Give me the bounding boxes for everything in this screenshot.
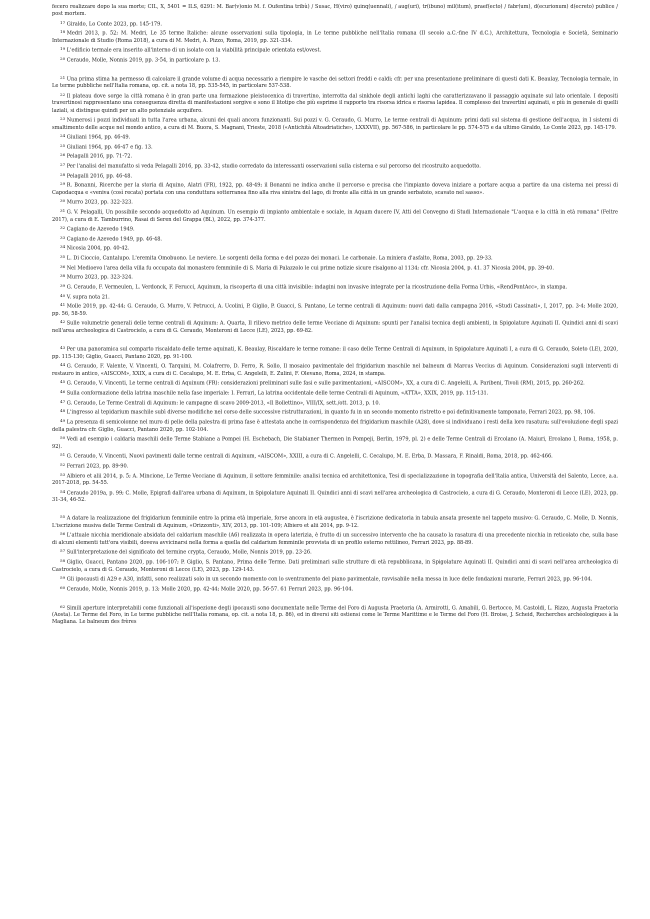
footnote-number: 23 (60, 115, 66, 121)
footnote-text: Ferrari 2023, pp. 89-90. (66, 463, 129, 470)
footnote (52, 301, 618, 318)
footnote-text: Giuliani 1964, pp. 46-47 e fig. 13. (66, 143, 153, 150)
footnote-text: La presenza di semicolonne nel muro di pelle della palestra di prima fase è attestata anche in corrispondenza del frigidarium maschile (A28), dove si individuano i resti della loro rasatura; sull'evoluzione degli spazi della palestra cfr. Giglio, Guacci, Pantano 2020, pp. 102-104. (52, 419, 618, 433)
footnote-text: L. Di Cioccio, Cantalupo. L'eremita Omobuono. Le neviere. Le sorgenti della forma e del pozzo dei monaci. Le carbonaie. La miniera d'asfalto, Roma, 2003, pp. 29-33. (66, 255, 493, 262)
footnote-number: 24 (60, 132, 66, 138)
footnote-number: 49 (60, 418, 66, 424)
footnote-text: Giraldo, Lo Conte 2023, pp. 145-179. (66, 20, 162, 27)
footnote (52, 584, 618, 594)
footnote-text: Pelagalli 2016, pp. 71-72. (66, 153, 133, 160)
footnote-text: Il plateau dove sorge la città romana è in gran parte una formazione pleistocenica di travertino, interrotta dal sinkhole degli antichi laghi che caratterizzavano il passaggio aquinate sul lato orientale. I depositi travertinosi rappresentano una conseguenza diretta di manifestazioni sorgive e sono il litotipo che più esprime il rapporto tra risorsa idrica e risorsa lapidea. Il complesso dei travertini aquinati, e più in generale di quelli laziali, si distingue quindi per un alto potenziale acquifero. (52, 93, 618, 114)
footnote-text: A datare la realizzazione del frigidarium femminile entro la prima età imperiale, forse ancora in età augustea, è l'iscrizione dedicatoria in tabula ansata presente nel tappeto musivo: G. Ceraudo, C. Molle, D. Nonnis, L'iscrizione musiva delle Terme Centrali di Aquinum, «Orizzonti», XIV, 2013, pp. 101-109; Albiero et alii 2014, pp. 9-12. (52, 515, 618, 530)
footnote (52, 547, 618, 557)
footnote-number: 29 (60, 181, 66, 187)
footnote (52, 417, 618, 434)
footnote (52, 557, 618, 574)
footnote (52, 292, 618, 302)
footnote-number: 57 (60, 548, 66, 554)
footnote-number: 41 (60, 302, 66, 308)
footnote (52, 574, 618, 584)
footnote-number: 60 (60, 584, 66, 590)
footnote (52, 197, 618, 207)
footnote-number: 44 (60, 362, 66, 368)
footnote-text: L'ingresso al tepidarium maschile subì diverse modifiche nel corso delle successive ristrutturazioni, in quanto fu in un secondo momento ristretto e poi definitivamente tamponato, Ferrari 2023, pp. 98, 106. (66, 409, 596, 416)
footnote-text: Cagiano de Azevedo 1949, pp. 46-48. (66, 236, 163, 243)
footnote-number: 31 (60, 208, 66, 213)
footnote-number: 33 (60, 234, 66, 240)
footnote-number: 45 (60, 379, 66, 385)
footnote (52, 282, 618, 292)
footnote-number: 28 (60, 171, 66, 177)
footnote-number: 20 (60, 55, 66, 61)
footnote (52, 142, 618, 152)
footnote-number: 46 (60, 389, 66, 395)
footnote-number: 40 (60, 292, 66, 298)
footnote-number: 59 (60, 575, 66, 581)
footnote-text: Nel Medioevo l'area della villa fu occupata dal monastero femminile di S. Maria di Palazzolo le cui prime notizie sicure risalgono al 1134; cfr. Nicosia 2004, p. 41. 37 Nicosia 2004, pp. 39-40. (66, 265, 554, 272)
footnote (52, 253, 618, 263)
footnote-number: 42 (60, 319, 66, 325)
footnote (52, 151, 618, 161)
footnote-number: 36 (60, 263, 66, 269)
footnote-number: 54 (60, 488, 66, 494)
footnote-number: 43 (60, 345, 66, 351)
footnote-number: 48 (60, 408, 66, 414)
footnote (52, 243, 618, 253)
footnote-text: Murro 2023, pp. 322-323. (66, 199, 133, 206)
footnote (52, 461, 618, 471)
footnote-text: Gli ipocausti di A29 e A30, infatti, sono realizzati solo in un secondo momento con lo sventramento del piano pavimentale, ravvisabile nella messa in luce delle fondazioni murarie, Ferrari 2023, pp. 96-104. (66, 576, 593, 583)
footnote-text: G. Ceraudo, V. Vincenti, Nuovi pavimenti dalle terme centrali di Aquinum, «AISCOM», XXIII, a cura di C. Angelelli, C. Cecalupo, M. E. Erba, D. Massara, F. Rinaldi, Roma, 2018, pp. 462-466. (66, 453, 553, 460)
footnote-text: Giglio, Guacci, Pantano 2020, pp. 106-107; P. Giglio, S. Pantano, Prima delle Terme. Dati preliminari sulle strutture di età repubblicana, in Spigolature Aquinati II. Quindici anni di scavi nell'area archeologica di Castrocielo, a cura di G. Ceraudo, Monteroni di Lecce (LE), 2023, pp. 129-143. (52, 559, 618, 573)
footnote-text: Per una panoramica sul comparto riscaldato delle terme aquinati, K. Beaulay, Riscaldare le terme romane: il caso delle Terme Centrali di Aquinum, in Spigolature Aquinati I, a cura di G. Ceraudo, Soleto (LE), 2020, pp. 115-130; Giglio, Guacci, Pantano 2020, pp. 91-100. (52, 346, 618, 361)
footnote-text: Numerosi i pozzi individuati in tutta l'area urbana, alcuni dei quali ancora funzionanti. Sui pozzi v. G. Ceraudo, G. Murro, Le terme centrali di Aquinum: primi dati sul sistema di gestione dell'acqua, in I sistemi di smaltimento delle acque nel mondo antico, a cura di M. Buora, S. Magnani, Trieste, 2018 («Antichità Altoadriatiche», LXXXVII), pp. 567-586, in particolare le pp. 574-575 e da ultimo Giraldo, Lo Conte 2023, pp. 145-179. (52, 117, 618, 131)
footnote (52, 318, 618, 335)
footnote-text: Sulle volumetrie generali delle terme centrali di Aquinum: A. Quarta, Il rilievo metrico delle terme Vecciane di Aquinum: spunti per l'analisi tecnica degli ambienti, in Spigolature Aquinati II. Quindici anni di scavi nell'area archeologica di Castrocielo, a cura di G. Ceraudo, Monteroni di Lecce (LE), 2023, pp. 69-82. (52, 320, 618, 335)
footnote-number: 35 (60, 254, 66, 260)
footnote (52, 224, 618, 234)
footnote-text: V. supra nota 21. (66, 294, 110, 301)
footnote (52, 28, 618, 45)
footnote-text: R. Bonanni, Ricerche per la storia di Aquino, Alatri (FR), 1922, pp. 48-49; il Bonanni ne indica anche il percorso e precisa che l'impianto doveva iniziare a portare acqua a partire da una cisterna nei pressi di Capodacqua e «veniva (così recata) portata con una conduttura sotterranea fino alla riva sinistra del lago, di fronte alla città in un grande serbatoio, scavato nel sasso». (52, 182, 618, 197)
footnote-text: Medri 2013, p. 52; M. Medri, Le 35 terme Italiche: alcune osservazioni sulla tipologia, in Le terme pubbliche nell'Italia romana (II secolo a.C.-fine IV d.C.), Architettura, Tecnologia e Società, Seminario Internazionale di Studio (Roma 2018), a cura di M. Medri, A. Pizzo, Roma, 2019, pp. 321-334. (52, 30, 618, 44)
footnote (52, 234, 618, 244)
footnote-number: 17 (60, 19, 66, 25)
footnote-text: Una prima stima ha permesso di calcolare il grande volume di acqua necessario a riempire le vasche dei settori freddi e caldi; cfr. per una presentazione preliminare di questi dati K. Beaulay, Tecnologia termale, in Le terme pubbliche nell'Italia romana, op. cit. a nota 18, pp. 535-545, in particolare 537-538. (52, 76, 618, 90)
footnote-text: Albiero et alii 2014, p. 5; A. Mincione, Le Terme Vecciane di Aquinum, il settore femminile: analisi tecnica ed architettonica, Tesi di specializzazione in topografia dell'Italia antica, Università del Salento, Lecce, a.a. 2017-2018, pp. 54-55. (52, 472, 618, 487)
footnote-number: 30 (60, 198, 66, 204)
footnote-text: G. Ceraudo, V. Vincenti, Le terme centrali di Aquinum (FR): considerazioni preliminari sulle fasi e sulle pavimentazioni, «AISCOM», XX, a cura di C. Angelelli, A. Paribeni, Tivoli (RM), 2015, pp. 260-262. (66, 380, 585, 387)
footnote-number: 21 (60, 74, 66, 80)
footnote-text: G. Ceraudo, F. Valente, V. Vincenti, O. Tarquini, M. Colafrerro, D. Ferro, R. Sollo, Il mosaico pavimentale del frigidarium maschile nel balneum di Marcus Veccius di Aquinum. Considerazioni sugli interventi di restauro in antico, «AISCOM», XXIX, a cura di C. Cecalupo, M. E. Erba, C. Angelelli, E. Zulini, F. Olevano, Roma, 2024, in stampa. (52, 363, 618, 378)
footnote (52, 471, 618, 488)
footnote (52, 263, 618, 273)
footnote-number: 53 (60, 471, 66, 477)
footnote-number: 32 (60, 224, 66, 230)
footnote-number: 39 (60, 283, 66, 289)
footnote-text: G. V. Pelagalli, Un possibile secondo acquedotto ad Aquinum. Un esempio di impianto ambientale e sociale, in Aquam ducere IV, Atti del Convegno di Studi Internazionale "L'acqua e la città in età romana" (Feltre 2017), a cura di E. Tamburrino, Rasai di Seren del Grappa (BL), 2022, pp. 374-377. (52, 209, 618, 223)
footnote-number: 22 (60, 91, 66, 97)
footnote-text: L'edificio termale era inserito all'interno di un isolato con la viabilità principale orientata est/ovest. (66, 47, 322, 54)
footnote-text: fecero realizzare dopo la sua morte; CIL, X, 5401 = ILS, 6291: M. Bar(v)onio M. f. Oufentina tribù) / Susac, H(viro) quinq(uennali), / aug(uri), tr(ibuno) mil(itum), praef(ecto) / fabr(um), d(ecurionum) d(ecreto) publice / post mortem. (52, 4, 618, 18)
footnote-text: Simili aperture interpretabili come funzionali all'ispezione degli ipocausti sono documentate nelle Terme del Foro di Augusta Praetoria (A. Armirotti, G. Amabili, G. Bertocco, M. Castoldi, L. Rizzo, Augusta Praetoria (Aosta). Le Terme del Foro, in Le terme pubbliche nell'Italia romana, op. cit. a nota 18, p. 86), ed in diversi siti ostiensi come le Terme Marittime e le Terme del Foro (H. Broise, J. Scheid, Recherches archéologiques à la Magliana. Le balneum des frères (52, 604, 618, 626)
footnote (52, 161, 618, 171)
footnote (52, 488, 618, 505)
footnote (52, 398, 618, 408)
footnote-text: Cagiano de Azevedo 1949. (66, 226, 135, 233)
footnote (52, 91, 618, 115)
footnote (52, 378, 618, 388)
footnote (52, 451, 618, 461)
footnote-block (52, 74, 618, 336)
footnote-number: 34 (60, 244, 66, 250)
footnote (52, 55, 618, 65)
footnote-text: G. Ceraudo, F. Vermeulen, L. Verdonck, F. Ferucci, Aquinum, la riscoperta di una città invisibile: indagini non invasive integrate per la ricostruzione della Forma Urbis, «RendPontAcc», in stampa. (66, 284, 568, 291)
footnote (52, 74, 618, 91)
footnote-text: Nicosia 2004, pp. 40-42. (66, 245, 130, 252)
footnote (52, 171, 618, 181)
footnote-block (52, 4, 618, 65)
footnotes-page (52, 4, 618, 636)
footnote-number: 26 (60, 152, 66, 158)
footnote-text: Per l'analisi del manufatto si veda Pelagalli 2016, pp. 33-42, studio corredato da interessanti osservazioni sulla cisterna e sul percorso del ricostruito acquedotto. (66, 163, 481, 170)
footnote-number: 38 (60, 273, 66, 279)
footnote-number: 55 (60, 514, 66, 520)
footnote (52, 4, 618, 19)
footnote-number: 58 (60, 558, 66, 564)
footnote-text: L'attuale nicchia meridionale absidata del caldarium maschile (A6) realizzata in opera laterizia, è frutto di un successivo intervento che ha causato la rasatura di una precedente nicchia in reticolato che, sulla base di alcuni elementi tutt'ora visibili, doveva avvicinarsi nella forma a quella del caldarium femminile provvista di un profilo esterno rettilineo, Ferrari 2023, pp. 88-89. (52, 532, 618, 547)
footnote (52, 513, 618, 530)
footnote-block (52, 344, 618, 504)
footnote-text: Pelagalli 2016, pp. 46-48. (66, 173, 133, 180)
footnote (52, 132, 618, 142)
footnote-text: Ceraudo, Molle, Nonnis 2019, pp. 3-54, in particolare p. 13. (66, 57, 221, 64)
footnote-text: Ceraudo, Molle, Nonnis 2019, p. 13; Molle 2020, pp. 42-44; Molle 2020, pp. 56-57. 61 Ferrari 2023, pp. 96-104. (66, 586, 354, 593)
footnote-number: 62 (60, 603, 66, 609)
footnote-text: Molle 2019, pp. 42-44; G. Ceraudo, G. Murro, V. Petrucci, A. Ucolini, P. Giglio, P. Guacci, S. Pantano, Le terme centrali di Aquinum: nuovi dati dalla campagna 2016, «Studi Cassinati», I, 2017, pp. 3-4; Molle 2020, pp. 56, 58-59. (52, 303, 618, 318)
footnote-number: 19 (60, 46, 66, 52)
footnote-text: Murro 2023, pp. 323-324. (66, 274, 133, 281)
footnote (52, 603, 618, 627)
footnote-number: 47 (60, 398, 66, 404)
footnote-number: 52 (60, 461, 66, 467)
footnote (52, 180, 618, 197)
footnote-number: 50 (60, 435, 66, 441)
footnote (52, 115, 618, 132)
footnote (52, 272, 618, 282)
footnote (52, 361, 618, 378)
footnote-block (52, 603, 618, 627)
footnote (52, 530, 618, 547)
footnote-text: Sull'interpretazione del significato del termine crypta, Ceraudo, Molle, Nonnis 2019, pp. 23-26. (66, 549, 312, 556)
footnote (52, 207, 618, 224)
footnote (52, 344, 618, 361)
footnote (52, 19, 618, 29)
footnote-number: 51 (60, 452, 66, 458)
footnote (52, 45, 618, 55)
footnote (52, 434, 618, 451)
footnote-number: 18 (60, 29, 66, 35)
footnote-number: 27 (60, 161, 66, 167)
footnote-number: 56 (60, 531, 66, 537)
footnote-block (52, 513, 618, 593)
footnote (52, 407, 618, 417)
footnote-text: G. Ceraudo, Le Terme Centrali di Aquinum: le campagne di scavo 2009-2013, «Il Bollettino», VIII/IX, sett./ott. 2013, p. 10. (66, 400, 381, 407)
footnote-number: 25 (60, 142, 66, 148)
footnote-text: Giuliani 1964, pp. 46-49. (66, 134, 131, 141)
footnote (52, 388, 618, 398)
footnote-text: Sulla conformazione della latrina maschile nella fase imperiale: I. Ferrari, La latrina occidentale delle terme Centrali di Aquinum, «ATTA», XXIX, 2019, pp. 115-131. (66, 390, 489, 397)
footnote-text: Ceraudo 2019a, p. 99; C. Molle, Epigrafi dall'area urbana di Aquinum, in Spigolature Aquinati II. Quindici anni di scavi nell'area archeologica di Castrocielo, a cura di G. Ceraudo, Monteroni di Lecce (LE), 2023, pp. 31-34, 46-52. (52, 489, 618, 504)
footnote-text: Vedi ad esempio i caldaria maschili delle Terme Stabiane a Pompei (H. Eschebach, Die Stabianer Thermen in Pompeji, Berlin, 1979, pl. 2) e delle Terme Centrali di Ercolano (A. Maiuri, Ercolano I, Roma, 1958, p. 92). (52, 436, 618, 450)
